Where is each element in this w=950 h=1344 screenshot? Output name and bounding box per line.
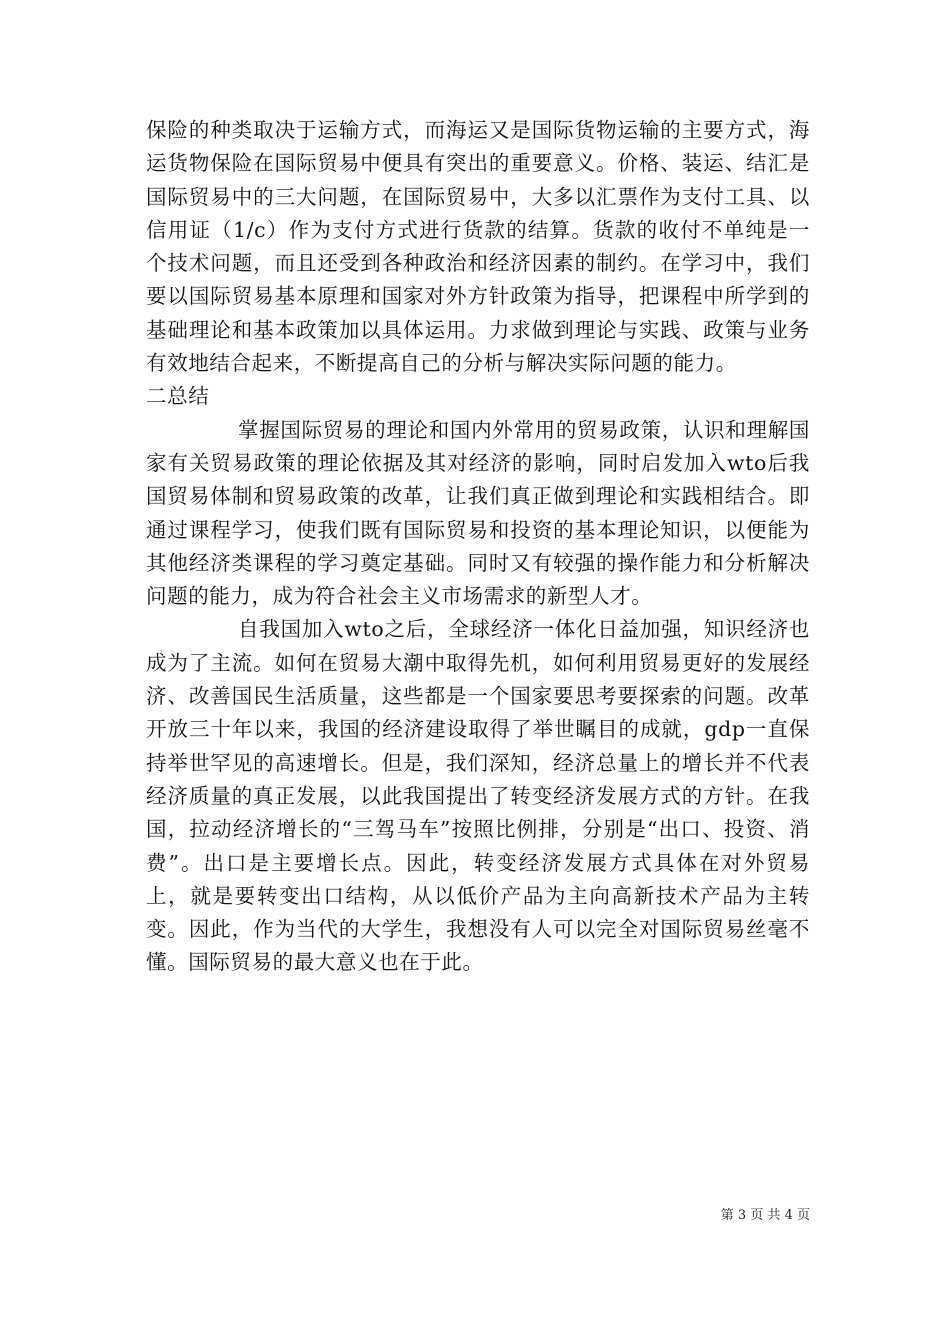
page-number-footer: 第 3 页 共 4 页 [720, 1208, 810, 1223]
paragraph-wto: 自我国加入wto之后，全球经济一体化日益加强，知识经济也成为了主流。如何在贸易大潮中取得先机，如何利用贸易更好的发展经济、改善国民生活质量，这些都是一个国家要思考要探索的问题。改革开放三十年以来，我国的经济建设取得了举世瞩目的成就，gdp一直保持举世罕见的高速增长。但是，我们深知，经济总量上的增长并不代表经济质量的真正发展，以此我国提出了转变经济发展方式的方针。在我国，拉动经济增长的“三驾马车”按照比例排，分别是“出口、投资、消费”。出口是主要增长点。因此，转变经济发展方式具体在对外贸易上，就是要转变出口结构，从以低价产品为主向高新技术产品为主转变。因此，作为当代的大学生，我想没有人可以完全对国际贸易丝毫不懂。国际贸易的最大意义也在于此。 [146, 617, 810, 975]
paragraph-summary: 掌握国际贸易的理论和国内外常用的贸易政策，认识和理解国家有关贸易政策的理论依据及其对经济的影响，同时启发加入wto后我国贸易体制和贸易政策的改革，让我们真正做到理论和实践相结合。即通过课程学习，使我们既有国际贸易和投资的基本理论知识，以便能为其他经济类课程的学习奠定基础。同时又有较强的操作能力和分析解决问题的能力，成为符合社会主义市场需求的新型人才。 [146, 417, 810, 609]
section-heading: 二总结 [146, 384, 210, 409]
document-body [146, 114, 810, 980]
paragraph-continuation: 保险的种类取决于运输方式，而海运又是国际货物运输的主要方式，海运货物保险在国际贸易中便具有突出的重要意义。价格、装运、结汇是国际贸易中的三大问题，在国际贸易中，大多以汇票作为支付工具、以信用证（1/c）作为支付方式进行货款的结算。货款的收付不单纯是一个技术问题，而且还受到各种政治和经济因素的制约。在学习中，我们要以国际贸易基本原理和国家对外方针政策为指导，把课程中所学到的基础理论和基本政策加以具体运用。力求做到理论与实践、政策与业务有效地结合起来，不断提高自己的分析与解决实际问题的能力。 [146, 118, 810, 376]
